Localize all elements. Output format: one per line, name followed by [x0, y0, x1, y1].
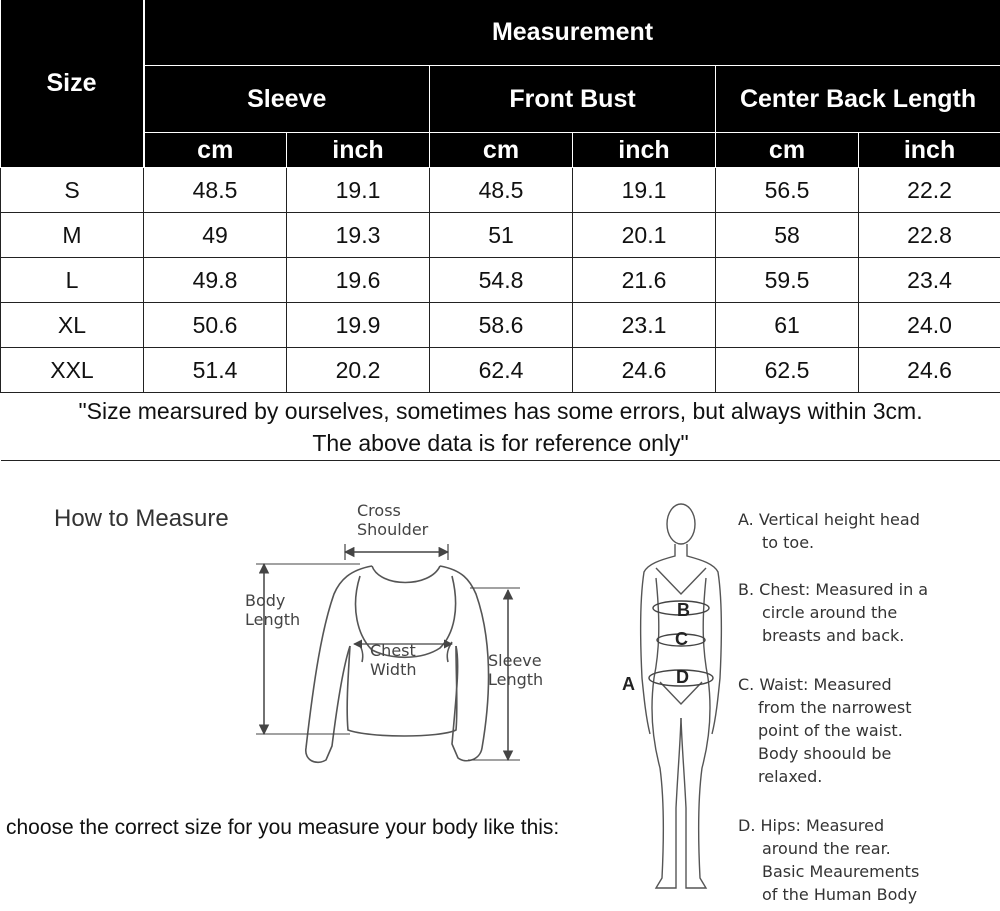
body-length-label: Length	[245, 610, 301, 629]
value-cell: 22.2	[859, 168, 1000, 213]
legend-text: of the Human Body	[762, 885, 918, 904]
note-line: "Size mearsured by ourselves, sometimes has some errors, but always within 3cm.	[78, 397, 923, 424]
value-cell: 19.1	[287, 168, 430, 213]
legend-text: Basic Meaurements	[762, 862, 920, 881]
value-cell: 20.2	[287, 348, 430, 393]
sleeve-length-label: Sleeve	[488, 651, 542, 670]
table-row	[1, 258, 1000, 303]
value-cell: 48.5	[430, 168, 573, 213]
marker-c: C	[675, 629, 688, 649]
note-line: The above data is for reference only"	[312, 429, 689, 456]
marker-b: B	[677, 600, 690, 620]
table-row	[1, 303, 1000, 348]
unit-header: cm	[430, 133, 573, 168]
value-cell: 19.9	[287, 303, 430, 348]
center-back-length-header: Center Back Length	[716, 66, 1000, 133]
chest-width-label: Chest	[370, 641, 416, 660]
legend-item-d	[738, 814, 998, 906]
value-cell: 62.5	[716, 348, 859, 393]
size-cell: L	[1, 258, 144, 303]
value-cell: 54.8	[430, 258, 573, 303]
legend-text: to toe.	[762, 533, 815, 552]
unit-header: cm	[716, 133, 859, 168]
value-cell: 23.1	[573, 303, 716, 348]
legend-text: C. Waist: Measured	[738, 675, 892, 694]
size-cell: M	[1, 213, 144, 258]
legend-text: D. Hips: Measured	[738, 816, 885, 835]
how-to-measure-title: How to Measure	[54, 505, 229, 532]
value-cell: 59.5	[716, 258, 859, 303]
value-cell: 61	[716, 303, 859, 348]
value-cell: 21.6	[573, 258, 716, 303]
unit-header: inch	[573, 133, 716, 168]
value-cell: 58.6	[430, 303, 573, 348]
size-cell: XL	[1, 303, 144, 348]
value-cell: 20.1	[573, 213, 716, 258]
value-cell: 51	[430, 213, 573, 258]
size-cell: S	[1, 168, 144, 213]
legend-item-a	[738, 508, 998, 554]
body-length-label: Body	[245, 591, 286, 610]
measurement-note	[1, 393, 1000, 461]
legend-item-c	[738, 673, 998, 788]
unit-header: cm	[144, 133, 287, 168]
chest-width-label: Width	[370, 660, 417, 679]
cross-shoulder-label: Shoulder	[357, 520, 429, 539]
marker-d: D	[676, 667, 689, 687]
legend-text: circle around the	[762, 603, 898, 622]
legend-item-b	[738, 578, 998, 647]
value-cell: 49.8	[144, 258, 287, 303]
value-cell: 23.4	[859, 258, 1000, 303]
value-cell: 22.8	[859, 213, 1000, 258]
measurement-header: Measurement	[144, 0, 1000, 66]
table-row	[1, 168, 1000, 213]
choose-size-instruction: choose the correct size for you measure your body like this:	[6, 816, 560, 839]
value-cell: 19.6	[287, 258, 430, 303]
human-body-icon	[641, 504, 722, 888]
legend-text: around the rear.	[762, 839, 891, 858]
value-cell: 48.5	[144, 168, 287, 213]
size-header: Size	[1, 0, 144, 168]
value-cell: 58	[716, 213, 859, 258]
value-cell: 51.4	[144, 348, 287, 393]
value-cell: 24.0	[859, 303, 1000, 348]
value-cell: 49	[144, 213, 287, 258]
unit-header: inch	[287, 133, 430, 168]
value-cell: 24.6	[573, 348, 716, 393]
value-cell: 24.6	[859, 348, 1000, 393]
legend-text: breasts and back.	[762, 626, 905, 645]
legend-text: from the narrowest	[758, 698, 912, 717]
cross-shoulder-label: Cross	[357, 501, 401, 520]
table-row	[1, 213, 1000, 258]
legend-text: point of the waist.	[758, 721, 903, 740]
value-cell: 50.6	[144, 303, 287, 348]
legend-text: A. Vertical height head	[738, 510, 920, 529]
legend-text: relaxed.	[758, 767, 823, 786]
legend-text: Body shoould be	[758, 744, 892, 763]
value-cell: 62.4	[430, 348, 573, 393]
unit-header: inch	[859, 133, 1000, 168]
table-row	[1, 348, 1000, 393]
legend-text: B. Chest: Measured in a	[738, 580, 929, 599]
size-cell: XXL	[1, 348, 144, 393]
front-bust-header: Front Bust	[430, 66, 716, 133]
marker-a: A	[622, 674, 635, 694]
sleeve-length-label: Length	[488, 670, 544, 689]
sleeve-header: Sleeve	[144, 66, 430, 133]
value-cell: 19.3	[287, 213, 430, 258]
value-cell: 19.1	[573, 168, 716, 213]
value-cell: 56.5	[716, 168, 859, 213]
